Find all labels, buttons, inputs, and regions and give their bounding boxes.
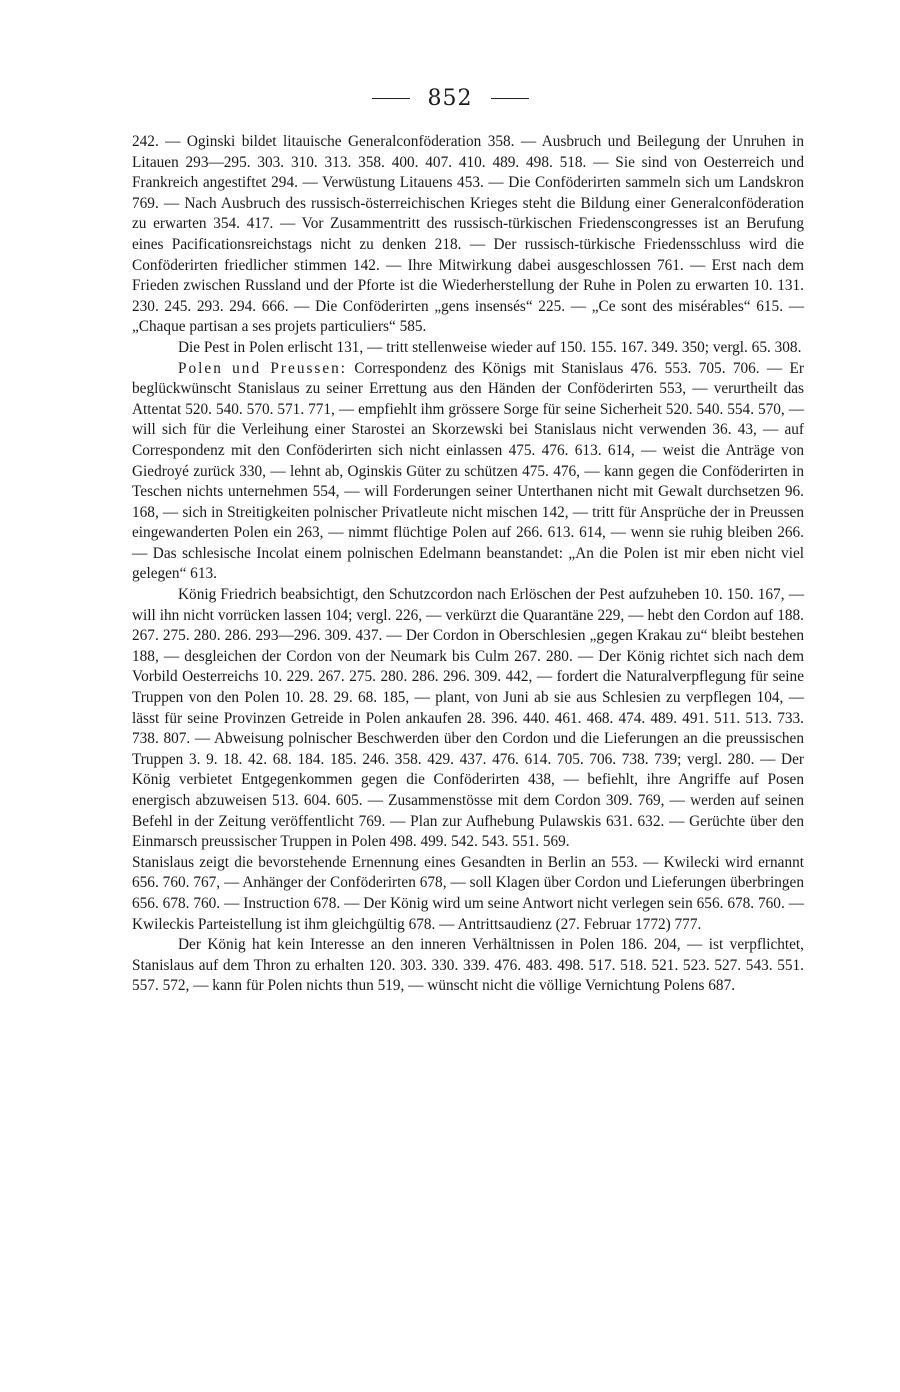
page-header (0, 86, 900, 111)
paragraph-2: Die Pest in Polen erlischt 131, — tritt stellenweise wieder auf 150. 155. 167. 349. 350; vergl. 65. 308. (178, 338, 802, 356)
page-number: 852 (427, 86, 473, 111)
paragraph-3 (132, 359, 804, 586)
index-text (132, 132, 804, 997)
paragraph-6: Der König hat kein Interesse an den inneren Verhältnissen in Polen 186. 204, — ist verpflichtet, Stanislaus auf dem Thron zu erhalten 120. 303. 330. 339. 476. 483. 498. 517. 518. 521. 523. 527. 543. 551. 557. 572, — kann für Polen nichts thun 519, — wünscht nicht die völlige Vernichtung Polens 687. (132, 936, 804, 995)
header-rule-right (491, 98, 529, 99)
paragraph-1: 242. — Oginski bildet litauische Generalconföderation 358. — Ausbruch und Beilegung der Unruhen in Litauen 293—295. 303. 310. 313. 358. 400. 407. 410. 489. 498. 518. — Sie sind von Oesterreich und Frankreich angestiftet 294. — Verwüstung Litauens 453. — Die Conföderirten sammeln sich um Landskron 769. — Nach Ausbruch des russisch-österreichischen Krieges steht die Bildung einer Generalconföderation zu erwarten 354. 417. — Vor Zusammentritt des russisch-türkischen Friedenscongresses ist an Berufung eines Pacificationsreichstags nicht zu denken 218. — Der russisch-türkische Friedensschluss wird die Conföderirten friedlicher stimmen 142. — Ihre Mitwirkung dabei ausgeschlossen 761. — Erst nach dem Frieden zwischen Russland und der Pforte ist die Wiederherstellung der Ruhe in Polen zu erwarten 10. 131. 230. 245. 293. 294. 666. — Die Conföderirten „gens insensés“ 225. — „Ce sont des misérables“ 615. — „Chaque partisan a ses projets particuliers“ 585. (132, 133, 804, 336)
paragraph-4: König Friedrich beabsichtigt, den Schutzcordon nach Erlöschen der Pest aufzuheben 10. 150. 167, — will ihn nicht vorrücken lassen 104; vergl. 226, — verkürzt die Quarantäne 229, — hebt den Cordon auf 188. 267. 275. 280. 286. 293—296. 309. 437. — Der Cordon in Oberschlesien „gegen Krakau zu“ bleibt bestehen 188, — desgleichen der Cordon von der Neumark bis Culm 267. 280. — Der König richtet sich nach dem Vorbild Oesterreichs 10. 229. 267. 275. 280. 286. 296. 309. 442, — fordert die Naturalverpflegung für seine Truppen von den Polen 10. 28. 29. 68. 185, — plant, von Juni ab sie aus Schlesien zu verpflegen 104, — lässt für seine Provinzen Getreide in Polen ankaufen 28. 396. 440. 461. 468. 474. 489. 491. 511. 513. 733. 738. 807. — Abweisung polnischer Beschwerden über den Cordon und die Lieferungen an die preussischen Truppen 3. 9. 18. 42. 68. 184. 185. 246. 358. 429. 437. 476. 614. 705. 706. 738. 739; vergl. 280. — Der König verbietet Entgegenkommen gegen die Conföderirten 438, — befiehlt, ihre Angriffe auf Posen energisch abzuweisen 513. 604. 605. — Zusammenstösse mit dem Cordon 309. 769, — werden auf seinen Befehl in der Zeitung veröffentlicht 769. — Plan zur Aufhebung Pulawskis 631. 632. — Gerüchte über den Einmarsch preussischer Truppen in Polen 498. 499. 542. 543. 551. 569. (132, 586, 804, 851)
paragraph-5: Stanislaus zeigt die bevorstehende Ernennung eines Gesandten in Berlin an 553. — Kwilecki wird ernannt 656. 760. 767, — Anhänger der Conföderirten 678, — soll Klagen über Cordon und Lieferungen überbringen 656. 678. 760. — Instruction 678. — Der König wird um seine Antwort nicht verlegen sein 656. 678. 760. — Kwileckis Parteistellung ist ihm gleichgültig 678. — Antrittsaudienz (27. Februar 1772) 777. (132, 853, 804, 933)
section-heading-polen-und-preussen: Polen und Preussen: (178, 359, 348, 377)
paragraph-3-text: Correspondenz des Königs mit Stanislaus 476. 553. 705. 706. — Er beglückwünscht Stanislaus zu seiner Errettung aus den Händen der Conföderirten 553, — verurtheilt das Attentat 520. 540. 570. 571. 771, — empfiehlt ihm grössere Sorge für seine Sicherheit 520. 540. 554. 570, — will sich für die Verleihung einer Starostei an Skorzewski bei Stanislaus nicht verwenden 36. 43, — auf Correspondenz mit den Conföderirten sich nicht einlassen 475. 476. 613. 614, — weist die Anträge von Giedroyé zurück 330, — lehnt ab, Oginskis Güter zu schützen 475. 476, — kann gegen die Conföderirten in Teschen nichts unternehmen 554, — will Forderungen seiner Unterthanen nicht mit Gewalt durchsetzen 96. 168, — sich in Streitigkeiten polnischer Privatleute nicht mischen 142, — tritt für Ansprüche der in Preussen eingewanderten Polen ein 263, — nimmt flüchtige Polen auf 266. 613. 614, — wenn sie ruhig bleiben 266. — Das schlesische Incolat einem polnischen Edelmann beanstandet: „An die Polen ist mir eben nicht viel gelegen“ 613. (132, 359, 804, 583)
header-rule-left (372, 98, 410, 99)
